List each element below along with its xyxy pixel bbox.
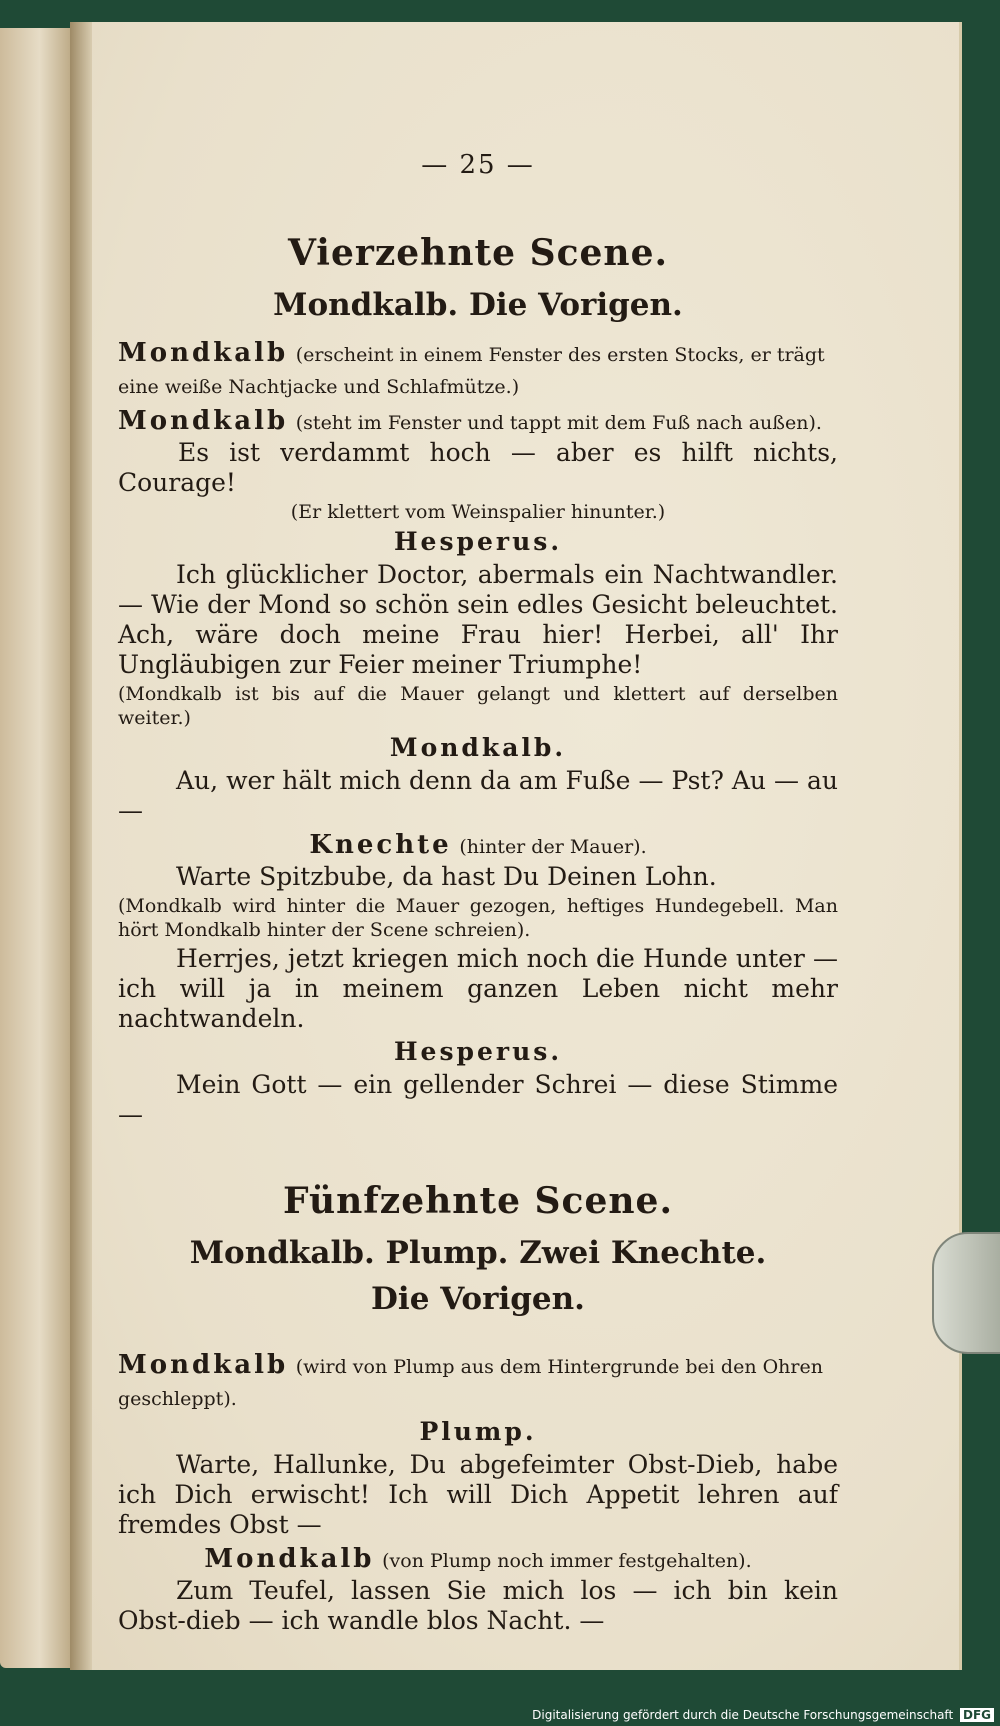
scene-14-cast: Mondkalb. Die Vorigen. [273, 287, 683, 323]
speech-text: Es ist verdammt hoch — aber es hilft nichts, Courage! [118, 438, 838, 497]
stage-direction: (von Plump noch immer festgehalten). [382, 1550, 752, 1572]
speaker-name: Mondkalb [118, 338, 289, 368]
stage-direction: (wird von Plump aus dem Hintergrunde bei den Ohren geschleppt). [118, 1356, 823, 1410]
stage-direction: (steht im Fenster und tappt mit dem Fuß nach außen). [295, 412, 822, 434]
speaker-name: Knechte [309, 830, 452, 860]
scene-15-cast: Mondkalb. Plump. Zwei Knechte. [189, 1235, 767, 1271]
speech-text: Warte Spitzbube, da hast Du Deinen Lohn. [176, 862, 717, 891]
speaker-name: Plump. [419, 1417, 537, 1446]
speaker-line [118, 406, 838, 438]
page-text [118, 150, 838, 1636]
left-page-edge [0, 28, 72, 1668]
speech-text: Warte, Hallunke, Du abgefeimter Obst-Dieb, habe ich Dich erwischt! Ich will Dich Appetit lehren auf fremdes Obst — [118, 1450, 838, 1539]
speaker-line [118, 338, 838, 402]
stage-direction: (hinter der Mauer). [459, 836, 647, 858]
stage-direction: (Mondkalb ist bis auf die Mauer gelangt und klettert auf derselben weiter.) [118, 683, 838, 729]
scene-15-title: Fünfzehnte Scene. [283, 1180, 673, 1222]
scene-14-title: Vierzehnte Scene. [287, 232, 669, 274]
speaker-name: Mondkalb [204, 1544, 375, 1574]
speech-text: Ich glücklicher Doctor, abermals ein Nachtwandler. — Wie der Mond so schön sein edles Gesicht beleuchtet. Ach, wäre doch meine Frau hier! Herbei, all' Ihr Ungläubigen zur Feier meiner Triumphe! [118, 560, 838, 679]
stage-direction: (erscheint in einem Fenster des ersten Stocks, er trägt eine weiße Nachtjacke und Schlafmütze.) [118, 344, 825, 398]
speech-text: Zum Teufel, lassen Sie mich los — ich bin kein Obst-dieb — ich wandle blos Nacht. — [118, 1576, 838, 1635]
stage-direction: (Er klettert vom Weinspalier hinunter.) [290, 501, 666, 523]
page-gutter [70, 22, 92, 1670]
speaker-name: Mondkalb [118, 1350, 289, 1380]
footer-credit [532, 1708, 994, 1722]
speaker-line [118, 830, 838, 862]
speaker-line [118, 1544, 838, 1576]
speech-text: Herrjes, jetzt kriegen mich noch die Hunde unter — ich will ja in meinem ganzen Leben nicht mehr nachtwandeln. [118, 944, 838, 1033]
section-gap [118, 1130, 838, 1180]
dfg-logo: DFG [960, 1708, 994, 1722]
stage-direction: (Mondkalb wird hinter die Mauer gezogen, heftiges Hundegebell. Man hört Mondkalb hinter der Scene schreien). [118, 895, 838, 941]
speaker-name: Mondkalb. [389, 733, 567, 762]
footer-text: Digitalisierung gefördert durch die Deutsche Forschungsgemeinschaft [532, 1708, 954, 1722]
speaker-name: Hesperus. [393, 527, 563, 556]
speaker-line [118, 1350, 838, 1414]
scene-15-cast-2: Die Vorigen. [371, 1281, 585, 1317]
speech-text: Mein Gott — ein gellender Schrei — diese Stimme — [118, 1070, 838, 1129]
speaker-name: Hesperus. [393, 1037, 563, 1066]
page-clip [932, 1232, 1000, 1354]
page-number: — 25 — [421, 150, 535, 180]
speaker-name: Mondkalb [118, 406, 289, 436]
speech-text: Au, wer hält mich denn da am Fuße — Pst? Au — au — [118, 766, 838, 825]
